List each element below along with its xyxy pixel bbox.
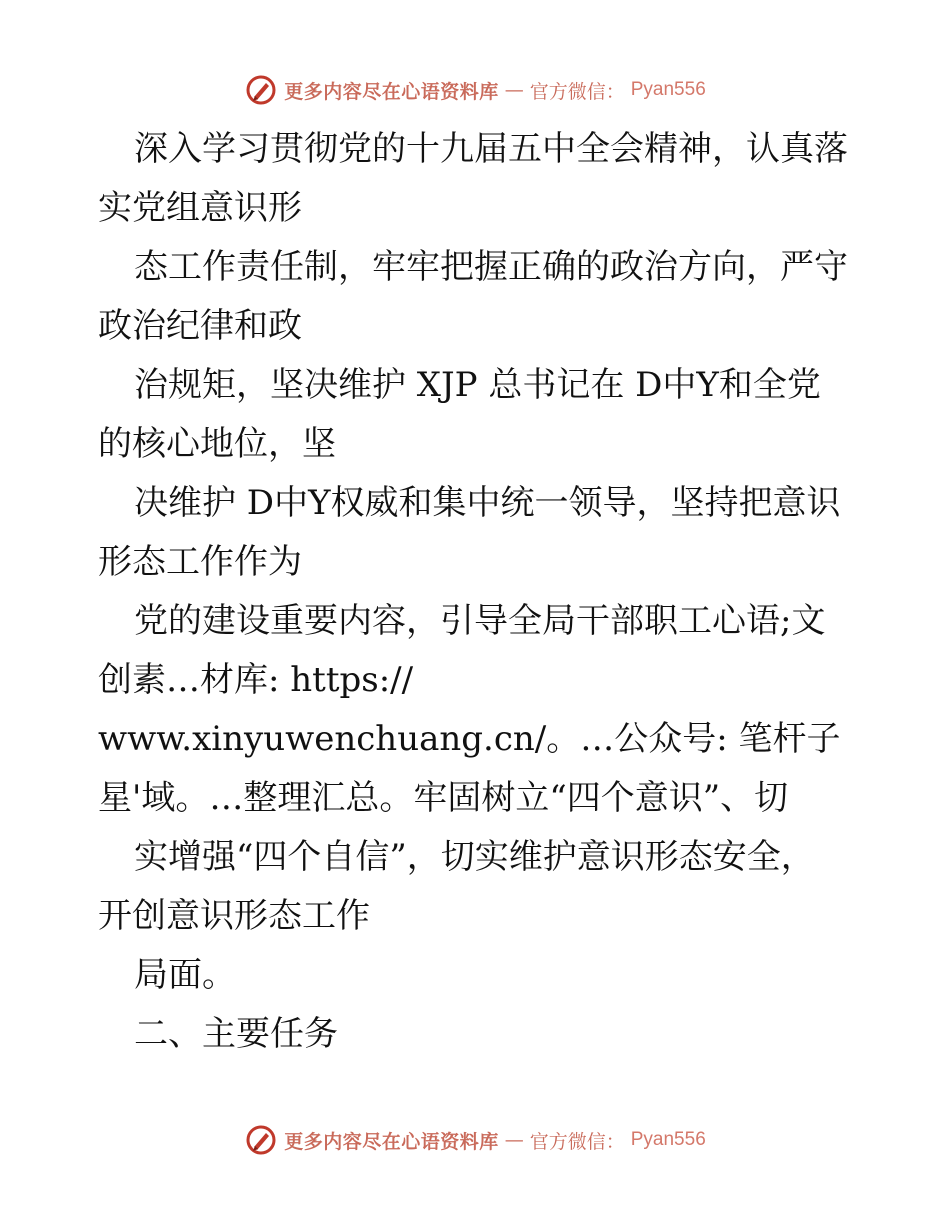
text-line: 开创意识形态工作: [98, 896, 370, 936]
banner-wechat-id: Pyan556: [630, 79, 706, 100]
banner-wechat-label: 官方微信：: [529, 1130, 625, 1153]
banner-dash: —: [504, 79, 524, 101]
text-line: 局面。: [134, 955, 236, 995]
banner-wechat-id: Pyan556: [630, 1129, 706, 1150]
text-line: 党的建设重要内容，引导全局干部职工心语;文: [134, 601, 826, 641]
text-line: 态工作责任制，牢牢把握正确的政治方向，严守: [134, 247, 848, 287]
pen-logo-icon: [244, 1123, 278, 1157]
text-line: www.xinyuwenchuang.cn/。…公众号: 笔杆子: [98, 719, 841, 759]
section-heading: 二、主要任务: [134, 1014, 338, 1054]
banner-slogan: 更多内容尽在心语资料库: [284, 80, 499, 103]
pen-logo-icon: [244, 73, 278, 107]
text-line: 的核心地位，坚: [98, 424, 336, 464]
banner-slogan: 更多内容尽在心语资料库: [284, 1130, 499, 1153]
text-line: 政治纪律和政: [98, 306, 302, 346]
banner-dash: —: [504, 1129, 524, 1151]
text-line: 决维护 D中Y权威和集中统一领导，坚持把意识: [134, 483, 841, 523]
text-line: 深入学习贯彻党的十九届五中全会精神，认真落: [134, 129, 848, 169]
text-line: 实党组意识形: [98, 188, 302, 228]
text-line: 实增强“四个自信”，切实维护意识形态安全，: [134, 837, 815, 877]
text-line: 创素…材库: https://: [98, 660, 414, 700]
document-body: [98, 120, 868, 1064]
footer-banner: [0, 1120, 950, 1160]
text-line: 治规矩，坚决维护 XJP 总书记在 D中Y和全党: [134, 365, 821, 405]
header-banner: [0, 70, 950, 110]
text-line: 形态工作作为: [98, 542, 302, 582]
text-line: 星'域。…整理汇总。牢固树立“四个意识”、切: [98, 778, 789, 818]
banner-wechat-label: 官方微信：: [529, 80, 625, 103]
